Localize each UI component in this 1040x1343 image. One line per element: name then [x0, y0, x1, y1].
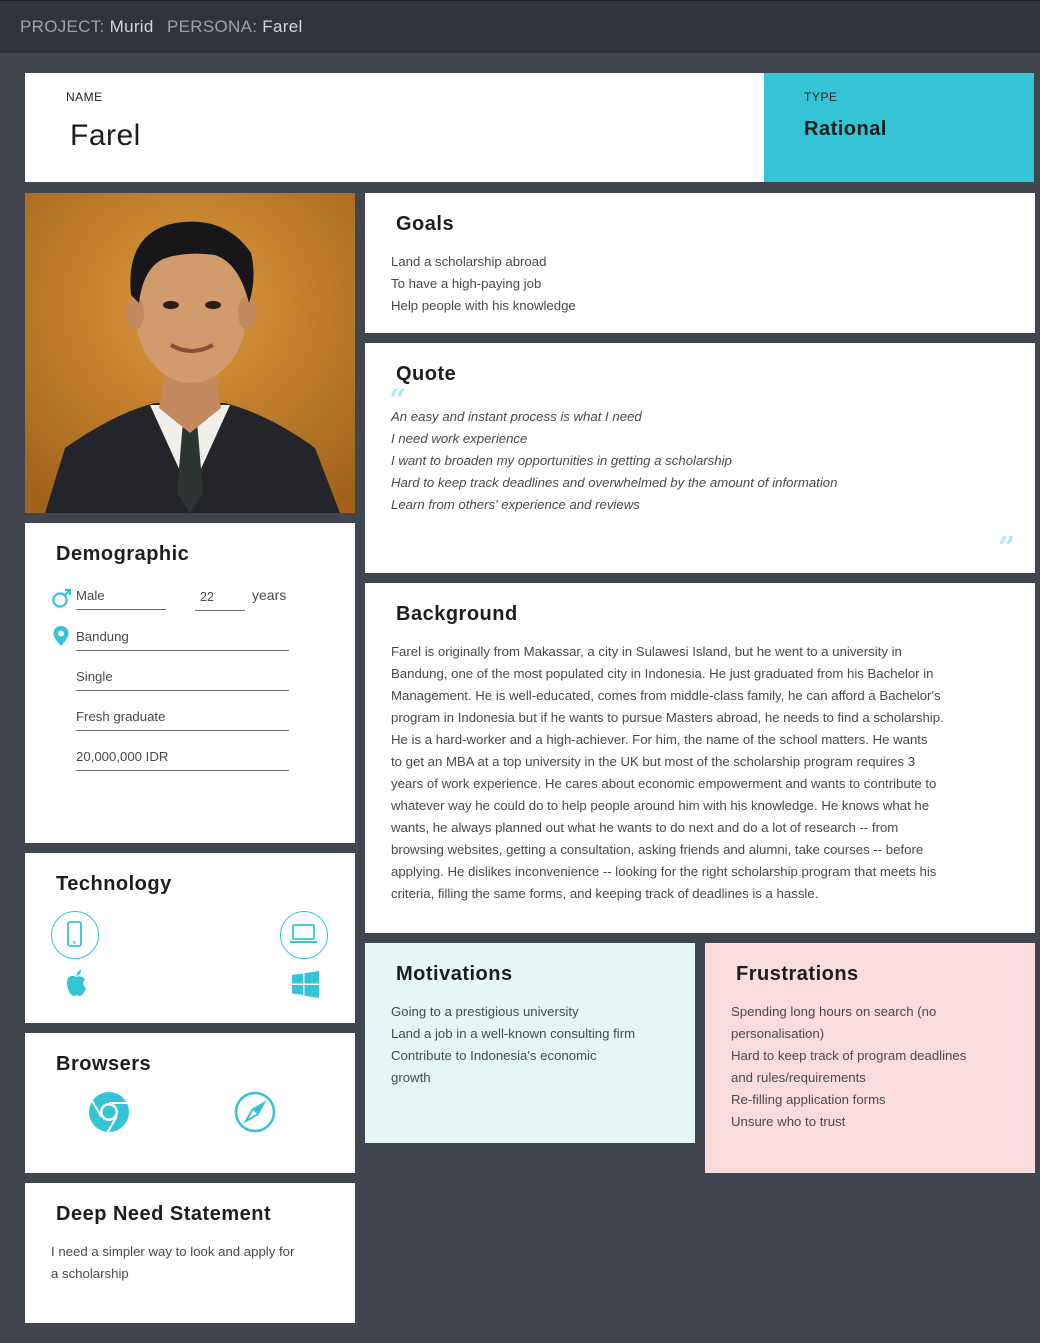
apple-icon: [65, 969, 87, 997]
project-value: Murid: [109, 17, 154, 36]
goals-card: [365, 193, 1035, 333]
browsers-title: Browsers: [56, 1053, 152, 1075]
name-card: [25, 73, 764, 182]
open-quote-icon: “: [389, 383, 407, 418]
male-icon: [51, 587, 73, 609]
list-item: I want to broaden my opportunities in getting a scholarship: [391, 453, 732, 468]
list-item: Help people with his knowledge: [391, 298, 576, 313]
quote-list: [391, 406, 837, 516]
project-breadcrumb: [20, 17, 154, 37]
chrome-icon: [88, 1091, 130, 1133]
project-label: PROJECT:: [20, 17, 105, 36]
motivations-list: Going to a prestigious university Land a job in a well-known consulting firm Contribute to Indonesia's economic growth: [391, 1004, 636, 1085]
frustrations-list: Spending long hours on search (no personalisation) Hard to keep track of program deadlines and rules/requirements Re-filling application forms Unsure who to trust: [731, 1004, 967, 1129]
background-text: Farel is originally from Makassar, a city in Sulawesi Island, but he went to a university in Bandung, one of the most populated city in Indonesia. He just graduated from his Bachelor in Management. He is well-educated, comes from middle-class family, he can afford a Bachelor's program in Indonesia but if he wants to pursue Masters abroad, he needs to find a scholarship. He is a hard-worker and a high-achiever. For him, the name of the school matters. He wants to get an MBA at a top university in the UK but most of the scholarship program requires 3 years of work experience. He cares about economic empowerment and wants to contribute to whatever way he could do to help people around him with his knowledge. He knows what he wants, he always planned out what he wants to do next and do a lot of research -- from browsing websites, getting a consultation, asking friends and alumni, take courses -- before applying. He dislikes inconvenience -- looking for the right scholarship program that meets his criteria, filling the same forms, and keeping track of deadlines is a hassle.: [391, 644, 944, 901]
frustrations-title: Frustrations: [736, 963, 859, 985]
persona-photo-illustration: [25, 193, 355, 513]
persona-breadcrumb: [167, 17, 303, 37]
age-field[interactable]: 22: [195, 587, 245, 611]
age-unit-label: years: [252, 587, 287, 603]
goals-title: Goals: [396, 213, 455, 235]
quote-title: Quote: [396, 363, 457, 385]
motivations-card: [365, 943, 695, 1143]
list-item: Learn from others' experience and reviews: [391, 497, 640, 512]
persona-photo: [25, 193, 355, 513]
gender-field[interactable]: Male: [76, 586, 166, 610]
deep-need-card: [25, 1183, 355, 1323]
income-field[interactable]: 20,000,000 IDR: [76, 747, 289, 771]
list-item: Hard to keep track deadlines and overwhelmed by the amount of information: [391, 475, 838, 490]
type-label: TYPE: [804, 90, 838, 104]
quote-card: [365, 343, 1035, 573]
list-item: To have a high-paying job: [391, 276, 542, 291]
list-item: I need work experience: [391, 431, 528, 446]
laptop-icon: [280, 911, 328, 959]
deep-need-text: I need a simpler way to look and apply for a scholarship: [51, 1244, 295, 1281]
demographic-card: [25, 523, 355, 843]
technology-card: [25, 853, 355, 1023]
list-item: An easy and instant process is what I need: [391, 409, 642, 424]
type-card: [764, 73, 1034, 182]
deep-need-title: Deep Need Statement: [56, 1203, 272, 1225]
list-item: Land a scholarship abroad: [391, 254, 547, 269]
frustrations-card: [705, 943, 1035, 1173]
browsers-card: [25, 1033, 355, 1173]
location-field[interactable]: Bandung: [76, 627, 289, 651]
top-bar: [0, 0, 1040, 53]
motivations-title: Motivations: [396, 963, 513, 985]
smartphone-icon: [51, 911, 99, 959]
close-quote-icon: ”: [998, 531, 1016, 566]
status-field[interactable]: Single: [76, 667, 289, 691]
occupation-field[interactable]: Fresh graduate: [76, 707, 289, 731]
safari-icon: [234, 1091, 276, 1133]
persona-name: Farel: [70, 119, 141, 152]
persona-type: Rational: [804, 118, 887, 140]
location-pin-icon: [52, 625, 70, 647]
goals-list: [391, 251, 576, 317]
windows-icon: [292, 971, 319, 998]
background-title: Background: [396, 603, 518, 625]
demographic-title: Demographic: [56, 543, 190, 565]
persona-value: Farel: [262, 17, 303, 36]
technology-title: Technology: [56, 873, 172, 895]
name-label: NAME: [66, 90, 103, 104]
background-card: [365, 583, 1035, 933]
persona-label: PERSONA:: [167, 17, 258, 36]
